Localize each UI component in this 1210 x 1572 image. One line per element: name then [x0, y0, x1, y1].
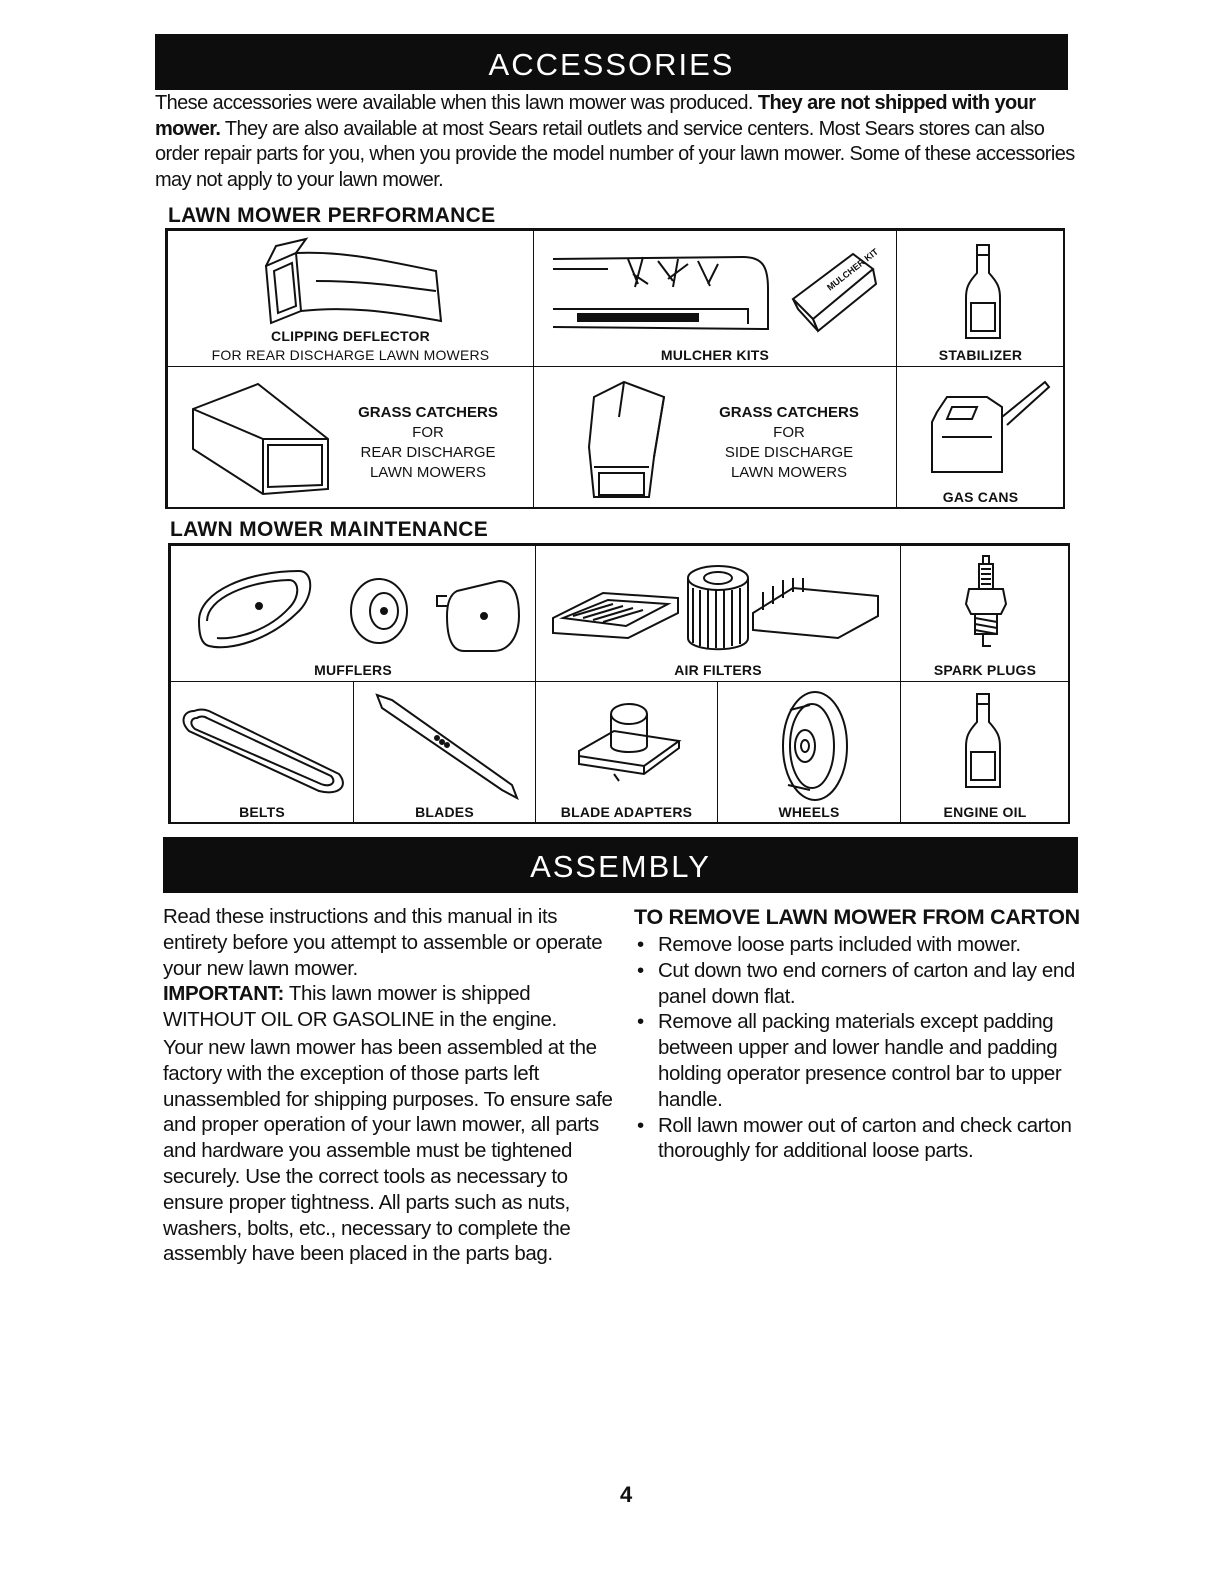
remove-step: • Roll lawn mower out of carton and check carton thoroughly for additional loose parts. — [634, 1113, 1084, 1165]
remove-step: • Remove loose parts included with mower. — [634, 932, 1084, 958]
gas-cans-cell — [896, 366, 1065, 509]
grass-catcher-rear-labels — [338, 403, 518, 483]
stabilizer-bottle-icon — [963, 243, 1003, 343]
remove-from-carton-heading: TO REMOVE LAWN MOWER FROM CARTON — [634, 905, 1080, 929]
remove-step: • Cut down two end corners of carton and lay end panel down flat. — [634, 958, 1084, 1010]
blades-label: BLADES — [415, 804, 474, 820]
gc-rear-line3: REAR DISCHARGE — [360, 444, 496, 461]
gc-side-line2: FOR — [773, 424, 805, 441]
intro-text-2: They are also available at most Sears retail outlets and service centers. Most Sears stores can also order repair parts for you, when you provide the model number of your lawn mower. Some of these accessories may not apply to your lawn mower. — [155, 117, 1075, 191]
assembly-right-column — [634, 904, 1084, 1164]
engine-oil-bottle-icon — [963, 692, 1003, 792]
gc-rear-line4: LAWN MOWERS — [369, 464, 487, 481]
grass-catcher-rear-cell — [167, 366, 534, 509]
engine-oil-cell — [900, 681, 1070, 824]
important-label: IMPORTANT: — [163, 982, 284, 1006]
mulcher-kits-cell — [533, 230, 897, 367]
important-note — [163, 981, 613, 1033]
stabilizer-label: STABILIZER — [938, 347, 1023, 363]
page-number: 4 — [620, 1482, 633, 1507]
wheels-label: WHEELS — [778, 804, 840, 820]
engine-oil-label: ENGINE OIL — [943, 804, 1027, 820]
grass-catcher-rear-icon — [188, 379, 338, 499]
blades-cell — [353, 681, 536, 824]
performance-grid — [165, 228, 1065, 509]
stabilizer-cell — [896, 230, 1065, 367]
spark-plugs-label: SPARK PLUGS — [933, 662, 1037, 678]
assembly-banner: ASSEMBLY — [163, 837, 1078, 893]
mulcher-kit-icon — [548, 239, 881, 339]
air-filters-icon — [548, 558, 888, 658]
mulcher-kits-label: MULCHER KITS — [660, 347, 770, 363]
maintenance-grid — [168, 543, 1070, 824]
gas-can-icon — [927, 377, 1057, 477]
clipping-deflector-cell — [167, 230, 534, 367]
clipping-deflector-label: CLIPPING DEFLECTOR — [271, 328, 430, 344]
air-filters-label: AIR FILTERS — [674, 662, 762, 678]
gc-rear-line1: GRASS CATCHERS — [358, 404, 498, 421]
wheels-cell — [717, 681, 901, 824]
belt-icon — [179, 696, 349, 796]
gc-side-line4: LAWN MOWERS — [730, 464, 848, 481]
remove-steps-list — [634, 932, 1084, 1164]
air-filters-cell — [535, 545, 901, 682]
important-text: This lawn mower is shipped WITHOUT OIL OR GASOLINE in the engine. — [163, 982, 557, 1032]
accessories-intro — [155, 91, 1075, 193]
gc-side-line3: SIDE DISCHARGE — [724, 444, 854, 461]
mufflers-label: MUFFLERS — [314, 662, 392, 678]
wheel-icon — [780, 690, 850, 802]
intro-text-1: These accessories were available when this lawn mower was produced. — [155, 92, 758, 114]
blade-adapter-icon — [574, 696, 684, 786]
assembly-left-column — [163, 904, 613, 1267]
remove-step: • Remove all packing materials except padding between upper and lower handle and padding holding operator presence control bar to upper handle. — [634, 1009, 1084, 1112]
grass-catcher-side-cell — [533, 366, 897, 509]
gc-rear-line2: FOR — [412, 424, 444, 441]
blade-adapters-cell — [535, 681, 718, 824]
blade-icon — [372, 690, 522, 800]
gas-cans-label: GAS CANS — [942, 489, 1019, 505]
intro-bold: They are not shipped with your mower. — [155, 92, 1036, 140]
mufflers-cell — [170, 545, 536, 682]
mufflers-icon — [189, 566, 529, 656]
clipping-deflector-icon — [256, 241, 456, 331]
gc-side-line1: GRASS CATCHERS — [719, 404, 859, 421]
blade-adapters-label: BLADE ADAPTERS — [560, 804, 693, 820]
assembly-intro-paragraph: Read these instructions and this manual in its entirety before you attempt to assemble or operate your new lawn mower. — [163, 905, 603, 980]
belts-cell — [170, 681, 354, 824]
spark-plugs-cell — [900, 545, 1070, 682]
accessories-banner: ACCESSORIES — [155, 34, 1068, 90]
mulcher-kit-box-text: MULCHER KIT — [825, 246, 881, 293]
maintenance-heading: LAWN MOWER MAINTENANCE — [170, 518, 489, 541]
grass-catcher-side-labels — [699, 403, 879, 483]
performance-heading: LAWN MOWER PERFORMANCE — [168, 204, 530, 230]
grass-catcher-side-icon — [574, 377, 674, 502]
belts-label: BELTS — [239, 804, 285, 820]
spark-plug-icon — [961, 554, 1011, 654]
assembly-paragraph-2: Your new lawn mower has been assembled at the factory with the exception of those parts left unassembled for shipping purposes. To ensure safe and proper operation of your lawn mower, all parts and hardware you assemble must be tightened securely. Use the correct tools as necessary to ensure proper tightness. All parts such as nuts, washers, bolts, etc., necessary to complete the assembly have been placed in the parts bag. — [163, 1035, 613, 1266]
clipping-deflector-sublabel: FOR REAR DISCHARGE LAWN MOWERS — [211, 347, 490, 363]
